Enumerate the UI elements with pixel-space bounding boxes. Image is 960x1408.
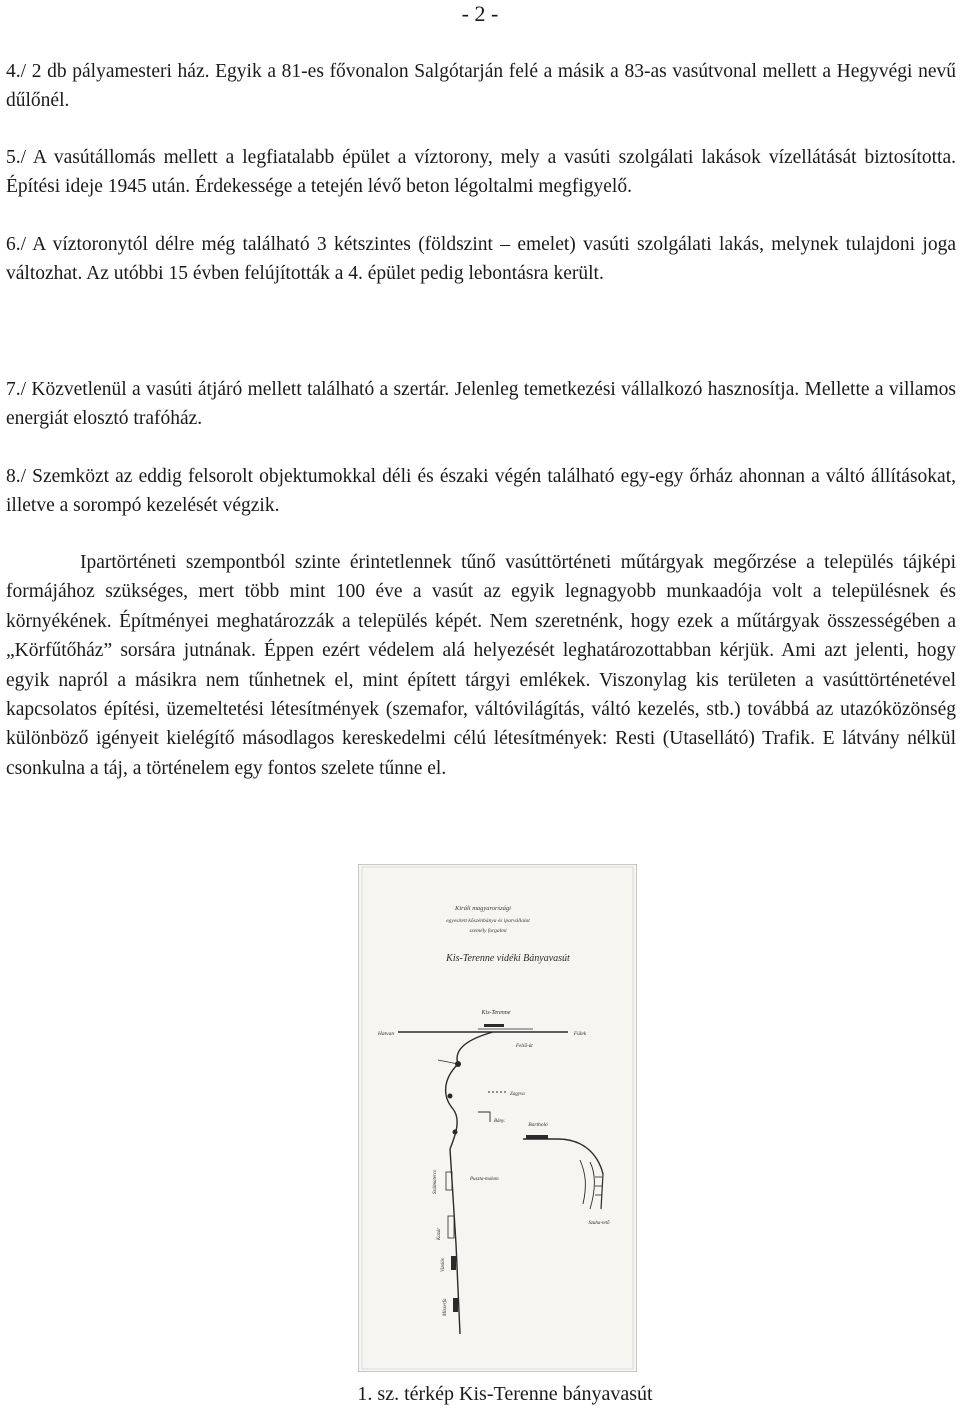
map-label-bartholomo: Bartholó	[528, 1122, 548, 1128]
map-paper	[358, 864, 637, 1372]
map-header-line2: egyesített kőszénbánya és iparvállalat	[446, 918, 530, 924]
map-label-szuha: Szuha-tető	[588, 1221, 610, 1226]
map-header-line3: személy forgalmi	[469, 928, 507, 934]
map-header-line1: Királi magyarországi	[455, 905, 511, 912]
map-station-box-3	[451, 1256, 456, 1270]
paragraph-item-6: 6./ A víztoronytól délre még található 3 kétszintes (földszint – emelet) vasúti szolgálati lakás, melynek tulajdoni joga változhat. Az utóbbi 15 évben felújították a 4. épület pedig lebontásra került.	[6, 234, 956, 285]
map-east-station	[526, 1135, 548, 1139]
map-label-kazar: Kazár	[437, 1227, 442, 1240]
paragraph-item-4: 4./ 2 db pályamesteri ház. Egyik a 81-es fővonalon Salgótarján felé a másik a 83-as vasútvonal mellett a Hegyvégi nevű dűlőnél.	[6, 61, 956, 112]
map-stop-3	[453, 1130, 458, 1135]
map-stop-2	[448, 1094, 453, 1099]
map-label-kis-terenne: Kis-Terenne	[481, 1010, 511, 1016]
page-number: - 2 -	[461, 1, 499, 26]
map-label-vizslas: Vizslás	[441, 1258, 446, 1272]
map-label-mizserfa: Mizserfa	[443, 1298, 448, 1316]
railway-map-drawing	[358, 864, 637, 1372]
map-label-bany: Bány.	[494, 1119, 506, 1124]
map-label-zagyva: Zagyva	[510, 1092, 525, 1097]
map-label-felso-ut: Felső-út	[516, 1044, 533, 1049]
figure-caption: 1. sz. térkép Kis-Terenne bányavasút	[357, 1383, 653, 1405]
map-label-hatvan: Hatvan	[377, 1031, 395, 1037]
map-station-building	[484, 1024, 504, 1027]
paragraph-item-8: 8./ Szemközt az eddig felsorolt objektumokkal déli és északi végén található egy-egy őrház ahonnan a váltó állításokat, illetve a sorompó kezelését végzik.	[6, 466, 956, 517]
map-label-fulek: Fülek	[573, 1031, 587, 1037]
paragraph-item-5: 5./ A vasútállomás mellett a legfiatalabb épület a víztorony, mely a vasúti szolgálati lakások vízellátását biztosította. Építési ideje 1945 után. Érdekessége a tetején lévő beton légoltalmi megfigyelő.	[6, 147, 956, 198]
map-title: Kis-Terenne vidéki Bányavasút	[446, 953, 570, 964]
closing-paragraph: Ipartörténeti szempontból szinte érintetlennek tűnő vasúttörténeti műtárgyak megőrzése a település tájképi formájához szükséges, mert több mint 100 éve a vasút az egyik legnagyobb munkaadója volt a településnek és környékének. Építményei meghatározzák a település képét. Nem szeretnénk, hogy ezek a műtárgyak összességében a „Körfűtőház” sorsára jutnának. Éppen ezért védelem alá helyezését leghatározottabban kérjük. Ami azt jelenti, hogy egyik napról a másikra nem tűnhetnek el, mint épített tárgyi emlékek. Viszonylag kis területen a vasúttörténetével kapcsolatos építési, üzemeltetési létesítmények (szemafor, váltóvilágítás, váltó kezelés, stb.) továbbá az utazóközönség különböző igényeit kielégítő másodlagos kereskedelmi célú létesítmények: Resti (Utasellátó) Trafik. E látvány nélkül csonkulna a táj, a történelem egy fontos szelete tűnne el.	[6, 552, 956, 779]
paragraph-item-7: 7./ Közvetlenül a vasúti átjáró mellett található a szertár. Jelenleg temetkezési vállalkozó hasznosítja. Mellette a villamos energiát elosztó trafóház.	[6, 379, 956, 430]
map-label-pusztamalom: Puszta-malom	[470, 1177, 499, 1182]
map-station-box-4	[453, 1298, 458, 1312]
map-label-szalmatercs: Szálmatercs	[433, 1170, 438, 1194]
railway-map-figure	[358, 864, 637, 1372]
